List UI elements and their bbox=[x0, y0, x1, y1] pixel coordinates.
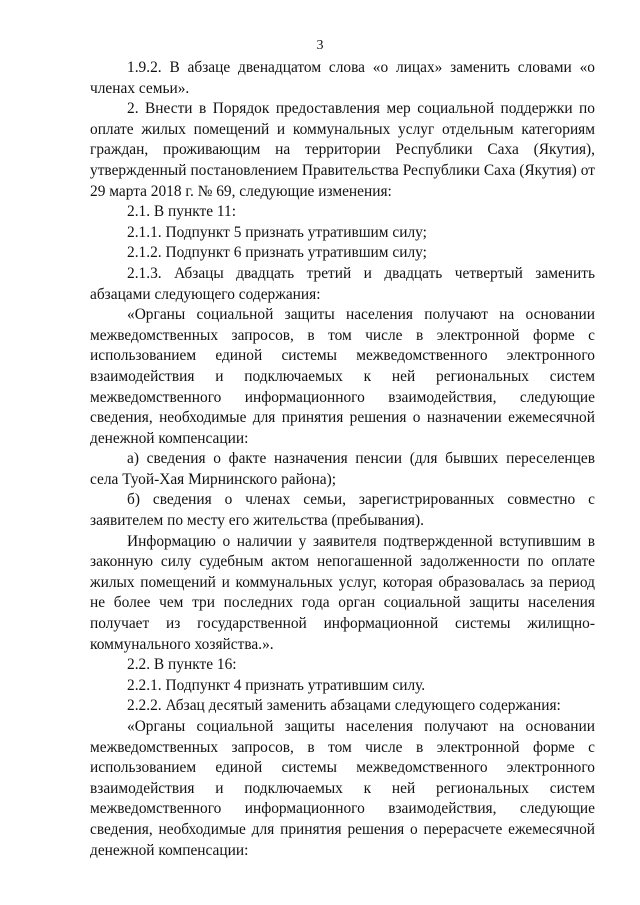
paragraph: 2. Внести в Порядок предоставления мер социальной поддержки по оплате жилых помещений и коммунальных услуг отдельным категориям граждан, проживающим на территории Республики Саха (Якутия), утвержденный постановлением Правительства Республики Саха (Якутия) от 29 марта 2018 г. № 69, следующие изменения: bbox=[90, 100, 595, 200]
paragraph: Информацию о наличии у заявителя подтвержденной вступившим в законную силу судебным актом непогашенной задолженности по оплате жилых помещений и коммунальных услуг, которая образовалась за период не более чем три последних года орган социальной защиты населения получает из государственной информационной системы жилищно-коммунального хозяйства.». bbox=[90, 532, 595, 653]
paragraph: 2.2.2. Абзац десятый заменить абзацами следующего содержания: bbox=[127, 697, 561, 715]
paragraph: 2.1.1. Подпункт 5 признать утратившим силу; bbox=[127, 223, 427, 241]
paragraph: «Органы социальной защиты населения получают на основании межведомственных запросов, в том числе в электронной форме с использованием единой системы межведомственного электронного взаимодействия и подключаемых к ней региональных систем межведомственного информационного взаимодействия, следующие сведения, необходимые для принятия решения о перерасчете ежемесячной денежной компенсации: bbox=[90, 718, 595, 859]
paragraph: б) сведения о членах семьи, зарегистрированных совместно с заявителем по месту его жительства (пребывания). bbox=[90, 491, 595, 530]
paragraph: 2.1. В пункте 11: bbox=[127, 203, 236, 221]
paragraph: «Органы социальной защиты населения получают на основании межведомственных запросов, в том числе в электронной форме с использованием единой системы межведомственного электронного взаимодействия и подключаемых к ней региональных систем межведомственного информационного взаимодействия, следующие сведения, необходимые для принятия решения о назначении ежемесячной денежной компенсации: bbox=[90, 306, 595, 447]
page-number: 3 bbox=[316, 38, 324, 53]
paragraph: 2.1.2. Подпункт 6 признать утратившим силу; bbox=[127, 244, 427, 262]
document-body bbox=[90, 58, 595, 861]
paragraph: а) сведения о факте назначения пенсии (для бывших переселенцев села Туой-Хая Мирнинского района); bbox=[90, 450, 595, 488]
paragraph: 2.1.3. Абзацы двадцать третий и двадцать четвертый заменить абзацами следующего содержания: bbox=[90, 264, 595, 303]
paragraph: 2.2.1. Подпункт 4 признать утратившим силу. bbox=[127, 676, 426, 694]
paragraph: 1.9.2. В абзаце двенадцатом слова «о лицах» заменить словами «о членах семьи». bbox=[90, 59, 595, 97]
paragraph: 2.2. В пункте 16: bbox=[127, 656, 237, 674]
